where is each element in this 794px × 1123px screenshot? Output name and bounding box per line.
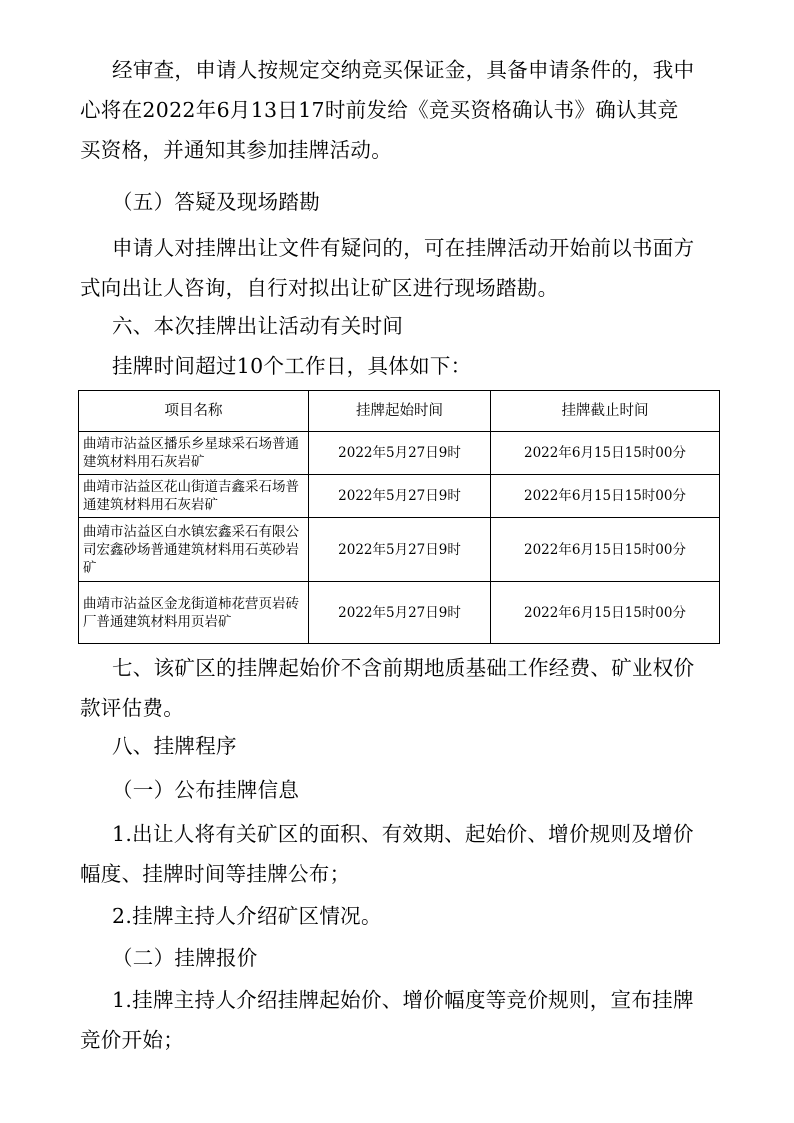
text-line: 申请人对挂牌出让文件有疑问的，可在挂牌活动开始前以书面方 (112, 236, 695, 260)
project-name-cell: 曲靖市沾益区白水镇宏鑫采石有限公司宏鑫砂场普通建筑材料用石英砂岩矿 (79, 518, 309, 582)
project-name-cell: 曲靖市沾益区播乐乡星球采石场普通建筑材料用石灰岩矿 (79, 432, 309, 475)
text-line: 六、本次挂牌出让活动有关时间 (112, 314, 404, 338)
text-line: 买资格，并通知其参加挂牌活动。 (80, 138, 392, 162)
start-time-cell: 2022年5月27日9时 (309, 518, 491, 582)
text-line: （二）挂牌报价 (112, 946, 258, 970)
paragraph-qa (80, 228, 720, 308)
text-line: 1.挂牌主持人介绍挂牌起始价、增价幅度等竞价规则，宣布挂牌 (112, 988, 694, 1012)
heading-section-six (80, 306, 720, 346)
header-end-time: 挂牌截止时间 (491, 391, 720, 432)
text-line: 经审查，申请人按规定交纳竞买保证金，具备申请条件的，我中 (112, 58, 695, 82)
paragraph-publish-item-1 (80, 814, 720, 894)
text-line: 2.挂牌主持人介绍矿区情况。 (112, 904, 382, 928)
text-line: 式向出让人咨询，自行对拟出让矿区进行现场踏勘。 (80, 276, 559, 300)
text-line: 心将在2022年6月13日17时前发给《竞买资格确认书》确认其竞 (80, 98, 679, 122)
listing-schedule-table (78, 390, 720, 644)
text-line: 竞价开始； (80, 1028, 184, 1052)
subheading-quotation (80, 938, 720, 978)
paragraph-listing-period (80, 346, 720, 386)
header-start-time: 挂牌起始时间 (309, 391, 491, 432)
header-project-name: 项目名称 (79, 391, 309, 432)
paragraph-section-seven (80, 648, 720, 728)
paragraph-publish-item-2 (80, 896, 720, 936)
end-time-cell: 2022年6月15日15时00分 (491, 475, 720, 518)
text-line: 1.出让人将有关矿区的面积、有效期、起始价、增价规则及增价 (112, 822, 694, 846)
table-header-row (79, 391, 720, 432)
project-name-cell: 曲靖市沾益区金龙街道柿花营页岩砖厂普通建筑材料用页岩矿 (79, 582, 309, 644)
text-line: 幅度、挂牌时间等挂牌公布； (80, 862, 351, 886)
paragraph-quotation-item-1 (80, 980, 720, 1060)
text-line: 八、挂牌程序 (112, 734, 237, 758)
table-row (79, 432, 720, 475)
subheading-publish-info (80, 770, 720, 810)
end-time-cell: 2022年6月15日15时00分 (491, 582, 720, 644)
end-time-cell: 2022年6月15日15时00分 (491, 518, 720, 582)
heading-section-eight (80, 726, 720, 766)
start-time-cell: 2022年5月27日9时 (309, 582, 491, 644)
text-line: 款评估费。 (80, 696, 184, 720)
text-line: （五）答疑及现场踏勘 (112, 190, 320, 214)
text-line: （一）公布挂牌信息 (112, 778, 300, 802)
end-time-cell: 2022年6月15日15时00分 (491, 432, 720, 475)
table-row (79, 518, 720, 582)
paragraph-qualification (80, 50, 720, 170)
table-row (79, 475, 720, 518)
subheading-qa-survey (80, 182, 720, 222)
text-line: 挂牌时间超过10个工作日，具体如下： (112, 354, 472, 378)
start-time-cell: 2022年5月27日9时 (309, 475, 491, 518)
text-line: 七、该矿区的挂牌起始价不含前期地质基础工作经费、矿业权价 (112, 656, 695, 680)
table-row (79, 582, 720, 644)
start-time-cell: 2022年5月27日9时 (309, 432, 491, 475)
project-name-cell: 曲靖市沾益区花山街道吉鑫采石场普通建筑材料用石灰岩矿 (79, 475, 309, 518)
